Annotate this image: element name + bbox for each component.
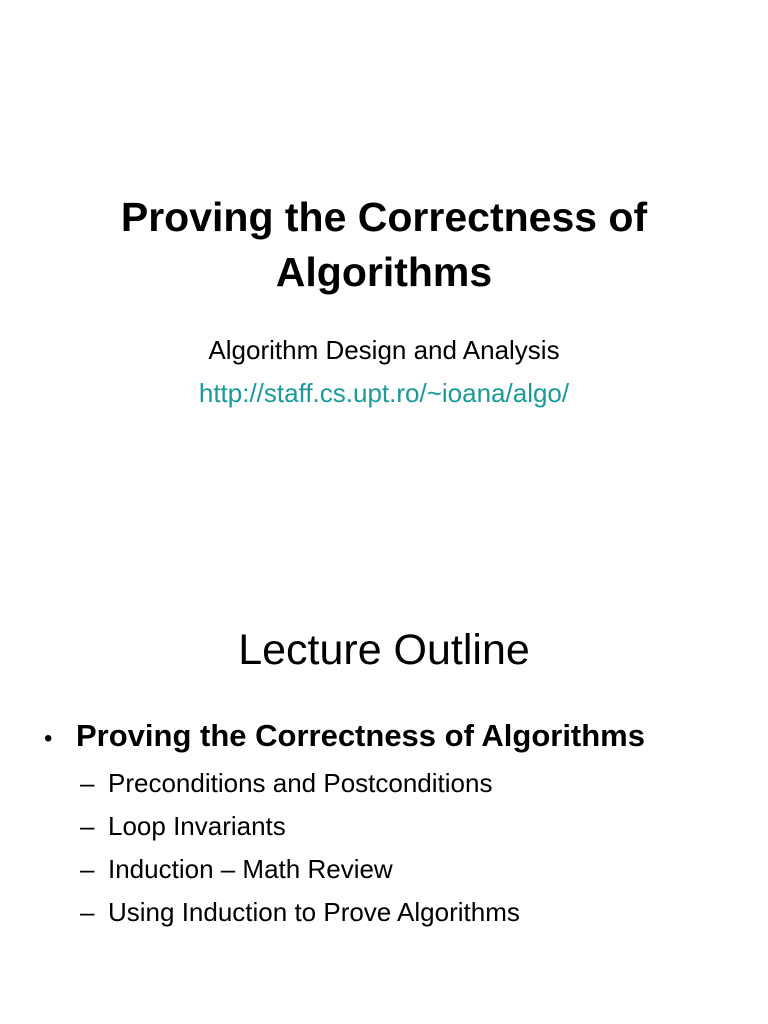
list-item bbox=[80, 762, 520, 805]
outline-bullet-text: Proving the Correctness of Algorithms bbox=[76, 718, 645, 753]
list-item bbox=[80, 805, 520, 848]
list-item bbox=[80, 891, 520, 934]
slide-title-line-2: Algorithms bbox=[275, 249, 493, 295]
list-item-text: Loop Invariants bbox=[108, 811, 286, 841]
list-item bbox=[80, 848, 520, 891]
list-item-text: Preconditions and Postconditions bbox=[108, 768, 493, 798]
outline-title: Lecture Outline bbox=[238, 626, 530, 674]
bullet-marker: • bbox=[44, 725, 53, 752]
dash-marker: – bbox=[80, 768, 95, 798]
slide-title bbox=[0, 190, 768, 300]
dash-marker: – bbox=[80, 811, 95, 841]
course-url-link[interactable]: http://staff.cs.upt.ro/~ioana/algo/ bbox=[198, 378, 570, 408]
dash-marker: – bbox=[80, 854, 95, 884]
outline-slide bbox=[0, 512, 768, 1024]
slide-subtitle: Algorithm Design and Analysis bbox=[208, 335, 560, 365]
slide-title-line-1: Proving the Correctness of bbox=[120, 194, 648, 240]
list-item-text: Induction – Math Review bbox=[108, 854, 393, 884]
list-item-text: Using Induction to Prove Algorithms bbox=[108, 897, 520, 927]
outline-bullet bbox=[44, 716, 645, 759]
outline-sublist bbox=[80, 762, 520, 934]
dash-marker: – bbox=[80, 897, 95, 927]
